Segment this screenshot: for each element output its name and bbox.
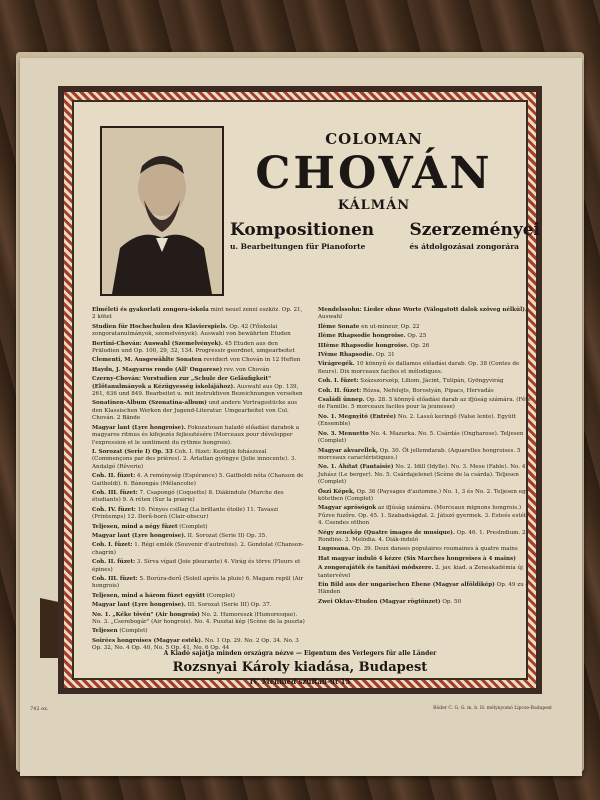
entry-title: Teljesen, mind a három füzet együtt	[92, 592, 205, 599]
composer-portrait	[100, 126, 224, 296]
entry-title: Magyar lant (Lyre hongroise).	[92, 532, 186, 539]
entry-detail: Fokozatosan haladó előadási darabok a magyaros ritmus és kifejezés fejlesztésére (Morceaux pour développer l'expression et le sentiment du rythme hongrois).	[92, 424, 300, 446]
catalogue-entry	[92, 576, 306, 591]
catalogue-entry	[318, 582, 532, 597]
german-title: Kompositionen	[230, 220, 375, 240]
entry-detail: revidiert von Chován in 12 Heften	[201, 357, 301, 364]
catalogue-entry	[92, 425, 306, 447]
entry-title: Virágregék.	[318, 361, 355, 368]
entry-detail: (Complet)	[204, 592, 235, 599]
entry-title: Ein Bild aus der ungarischen Ebene (Magyar alföldikép)	[318, 582, 495, 588]
entry-detail: 4. A reménység (Espérance) 5. Gaitboldi nóta (Chanson de Gaitboldi). 6. Bánongás (Mélancolie)	[92, 473, 304, 487]
entry-detail: Rózsa, Nefelejts, Borostyán, Pipacs, Hervadás	[361, 387, 494, 394]
entry-title: Studien für Hochschulen des Klavierspiels.	[92, 323, 228, 330]
catalogue-entry	[318, 307, 532, 322]
catalogue-entry	[318, 505, 532, 527]
entry-detail: 3. Sírva vígad (Joie pleurante) 4. Virág és törve (Fleurs et épines)	[92, 559, 301, 573]
catalogue-entry	[92, 542, 306, 557]
catalogue-entry	[318, 324, 532, 331]
works-list-right	[318, 307, 532, 625]
entry-title: Ilème Sonate	[318, 323, 360, 330]
decorative-border-frame	[58, 86, 542, 694]
catalogue-entry	[92, 307, 306, 322]
entry-detail: 7. Csapongó (Coquette) 8. Diákindulo (Marche des étudiants) 9. A réten (Sur la prairie)	[92, 489, 284, 504]
entry-detail: Op. 30. Öt jellemdarab. (Aquarelles hongroises. 5 morceaux caractéristiques.)	[318, 447, 521, 461]
entry-detail: Op. 46. 1. Preslndium. 2. Rondino. 3. Melódia. 4. Diák-induló	[318, 529, 528, 543]
entry-detail: (Complet)	[177, 523, 208, 530]
catalogue-entry	[318, 546, 532, 553]
entry-detail: 1. Régi emlék (Souvenir d'autrefois). 2. Gondolat (Chanson-chagrin)	[92, 542, 304, 556]
entry-title: Ilème Rhapsodie hongroise.	[318, 333, 406, 340]
entry-detail: Százszorszép, Liliom, Jácint, Tulipán, Gyöngyvirág	[358, 378, 504, 385]
entry-detail: az ifjúság számára. (Morceaux mignons hongrois.) Fűzve fuzőre. Op. 45. 1. Szabadságdal. 2. Játszó gyermek. 3. Esteés estét. 4. Csendes otthon	[318, 505, 528, 527]
entry-title: Mendelssohn: Lieder ohne Worte (Válogatott dalok szöveg nélkül).	[318, 307, 527, 313]
entry-detail: en ut-mineur, Op. 22	[359, 323, 420, 330]
entry-detail: Op. 42 (Főiskolai zongoratanulmányok, szemelvények). Auswahl von bewährten Etuden	[92, 323, 291, 338]
catalogue-entry	[92, 533, 306, 540]
entry-detail: 10 könnyű és dallamos előadási darab. Op. 38 (Contes de fleurs). Dix morceaux faciles et mélodiques.	[318, 361, 520, 375]
catalogue-entry	[318, 333, 532, 340]
entry-detail: und andere Vortragsstücke aus den Klassischen Werken der Jugend-Literatur. Umgearbeitet von Col. Chován. 2 Bände	[92, 400, 298, 422]
entry-title: Magyar akvarellek,	[318, 447, 379, 454]
catalogue-entry	[318, 361, 532, 376]
catalogue-entry	[318, 565, 532, 580]
entry-detail: II. Sorozat (Serie II) Op. 35.	[185, 532, 267, 539]
catalogue-entry	[318, 599, 532, 606]
composer-name-block	[214, 124, 534, 213]
entry-title: Bertini-Chován: Auswahl (Szemelvények).	[92, 340, 223, 347]
entry-title: Clementi, M. Ausgewählte Sonaten	[92, 357, 202, 364]
entry-detail: No. 2. Idill (Idylle). No. 3. Mese (Fable). No. 4. Juhász (Le berger). No. 5. Csárdajelenet (Scène de la csárda). Teljesen (Complet)	[318, 464, 528, 486]
entry-title: Teljesen	[92, 628, 118, 635]
entry-detail: Coh. I. füzet: Kezdjük fohászszal (Commençons par des prières). 2. Ártatlan gyöngye (Jolie innocente). 3. Andalgó (Rêverie)	[92, 448, 297, 470]
entry-title: Hat magyar induló 4 kézre (Six Marches hongroises à 4 mains)	[318, 555, 516, 562]
entry-title: Elméleti és gyakorlati zongora-iskola	[92, 307, 209, 313]
entry-title: Lugosana.	[318, 546, 351, 553]
entry-title: IIIème Rhapsodie hongroise.	[318, 342, 409, 349]
catalogue-entry	[92, 593, 306, 600]
catalogue-entry	[92, 449, 306, 471]
entry-detail: 45 Etuden aus den Präludien und Op. 100, 29, 32, 134. Progressiv geordnet, umgearbeitet	[92, 340, 295, 355]
catalogue-entry	[92, 357, 306, 364]
catalogue-entry	[92, 628, 306, 635]
entry-detail: 10. Fényes csillag (La brillante étoile) 11. Tavaszi (Printemps) 12. Derű-ború (Clair-obscur)	[92, 506, 279, 521]
entry-title: Coh. II. füzet:	[318, 387, 362, 394]
entry-title: Coh. IV. füzet:	[92, 506, 136, 513]
hungarian-subtitle: és átdolgozásai zongorára	[409, 242, 520, 251]
entry-title: IVème Rhapsodie.	[318, 352, 375, 359]
german-title-block	[230, 220, 374, 251]
entry-title: Coh. III. füzet:	[92, 489, 138, 496]
entry-title: Zwei Oktav-Etuden (Magyar rögtönzet)	[318, 598, 441, 605]
entry-title: Négy zeneköp (Quatre images de musique).	[318, 529, 455, 536]
catalogue-entry	[92, 612, 306, 627]
entry-detail: III. Sorozat (Serie III) Op. 37.	[185, 602, 272, 609]
entry-title: Magyar lant (Lyre hongroise).	[92, 424, 186, 431]
catalogue-entry	[318, 530, 532, 545]
entry-title: Teljesen, mind a négy füzet	[92, 523, 178, 530]
publisher-name: Rozsnyai Károly kiadása, Budapest	[172, 660, 428, 675]
entry-detail: Op. 28. 5 könnyű előadási darab az ifjúság számára. (Fête de Famille. 5 morceaux faciles pour la jeunesse)	[318, 397, 531, 411]
entry-title: No. 1. Áhítat (Fantaisie)	[318, 464, 394, 471]
entry-detail: Op. 50	[440, 598, 462, 605]
catalogue-entry	[318, 414, 532, 429]
entry-title: No. 1. „Kéke tövén" (Air hongrois)	[92, 611, 200, 618]
catalogue-entry	[318, 388, 532, 395]
plate-number: 742 ez.	[30, 706, 49, 712]
catalogue-entry	[92, 490, 306, 505]
entry-detail: No. 2. Lassú keringő (Valse lente). Együtt (Ensemble)	[318, 413, 517, 428]
entry-title: Haydn, J. Magyaros rondo (All' Ongarese)	[92, 366, 223, 373]
german-subtitle: u. Bearbeitungen für Pianoforte	[230, 242, 366, 251]
entry-title: Soirées hongroises (Magyar esték).	[92, 637, 203, 644]
works-list-left	[92, 307, 306, 652]
catalogue-entry	[92, 507, 306, 522]
entry-title: Coh. I. füzet:	[92, 542, 133, 549]
catalogue-entry	[92, 602, 306, 609]
cover-content-panel	[72, 100, 540, 686]
catalogue-entry	[92, 367, 306, 374]
entry-detail: Op. 49 zu 4 Händen	[318, 582, 530, 596]
entry-detail: 2. jav. kiad. a Zeneakadémia új tantervével	[318, 565, 523, 579]
catalogue-entry	[318, 431, 532, 446]
entry-detail: Op. 39. Deux danses populaires roumaines à quatre mains	[350, 546, 518, 553]
entry-title: Coh. II. füzet:	[92, 473, 136, 480]
entry-title: Sonatinen-Album (Szonatina-album)	[92, 400, 207, 407]
portrait-illustration	[102, 128, 222, 294]
entry-detail: Op. 31	[374, 352, 395, 359]
entry-detail: Auswahl aus Op. 139, 261, 636 und 849. Bearbeitet u. mit instruktiven Bezeichnungen versehen	[92, 383, 303, 398]
publisher-address: IV, Mehmed szultán-út 15	[249, 677, 351, 686]
works-catalogue	[92, 307, 532, 652]
catalogue-entry	[92, 473, 306, 488]
catalogue-entry	[92, 376, 306, 398]
entry-title: Coh. II. füzet:	[92, 559, 136, 566]
entry-detail: Op. 36 (Paysages d'automne.) No. 1, 3 és No. 2. Teljesen egy kötetben (Complet)	[318, 488, 529, 502]
entry-title: No. 3. Menuetto	[318, 430, 369, 437]
entry-title: Őszi Képek,	[318, 488, 355, 495]
entry-detail: rev. von Chován	[222, 366, 270, 373]
catalogue-entry	[318, 397, 532, 412]
entry-title: I. Sorozat (Serie I) Op. 33	[92, 448, 173, 455]
catalogue-entry	[92, 400, 306, 422]
hungarian-title: Szerzeményei	[409, 220, 540, 240]
catalogue-entry	[92, 341, 306, 356]
entry-title: Coh. III. füzet:	[92, 576, 138, 582]
entry-detail: mint neuel zenei eszköz. Op. 21, 2 kötet	[92, 307, 303, 321]
catalogue-entry	[92, 524, 306, 531]
entry-title: A zongorajáték és tanítási módszere.	[318, 565, 434, 572]
entry-detail: No. 1 Op. 29. No. 2 Op. 34. No. 3 Op. 32, No. 4 Op. 40, No. 5 Op. 41, No. 6 Op. 44	[92, 637, 299, 652]
entry-title: Coh. I. füzet:	[318, 378, 359, 385]
catalogue-entry	[318, 352, 532, 359]
collection-titles	[230, 220, 540, 251]
hungarian-title-block	[410, 220, 541, 251]
catalogue-entry	[318, 343, 532, 350]
entry-detail: Auswahl	[318, 314, 343, 321]
publisher-rights: A Kiadó sajátja minden országra nézve — Eigentum des Verlegers für alle Länder	[163, 650, 437, 657]
printer-credit: Röder C. G. G. m. b. H. mélynyomó Lipcse-Budapest	[433, 706, 552, 711]
entry-detail: Op. 26	[408, 342, 430, 349]
catalogue-entry	[92, 324, 306, 339]
catalogue-entry	[318, 489, 532, 504]
entry-title: No. 1. Megnyitó (Entrée)	[318, 413, 397, 420]
composer-given-name: KÁLMÁN	[337, 198, 411, 213]
entry-title: Magyar lant (Lyre hongroise).	[92, 602, 186, 609]
entry-detail: 5. Borúra-derű (Soleil après la pluie) 6. Magam repül (Air hongrois)	[92, 576, 304, 590]
entry-detail: Op. 25	[405, 333, 427, 340]
publisher-block	[74, 650, 526, 686]
catalogue-entry	[318, 448, 532, 463]
catalogue-entry	[318, 556, 532, 563]
entry-title: Czerny-Chován: Vorstudien zur „Schule der Geläufigkeit" (Előtanulmányok a Kézügyesség iskolájához).	[92, 376, 272, 390]
entry-detail: No. 2. Humoreszk (Humoresque). No. 3. „Cserebogár" (Air hongrois). No. 4. Pusztai kép (Scène de la puszta)	[92, 611, 305, 626]
entry-detail: (Complet)	[117, 628, 148, 635]
entry-title: Magyar aprósógok	[318, 505, 377, 512]
entry-title: Családi ünnep.	[318, 397, 365, 404]
entry-detail: No. 4. Mazurka. No. 5. Csárdás (Ongharese). Teljesen (Complet)	[318, 430, 524, 445]
composer-first-name: COLOMAN	[325, 130, 423, 148]
catalogue-entry	[318, 464, 532, 486]
catalogue-entry	[92, 559, 306, 574]
catalogue-entry	[318, 378, 532, 385]
composer-surname: CHOVÁN	[255, 148, 493, 199]
